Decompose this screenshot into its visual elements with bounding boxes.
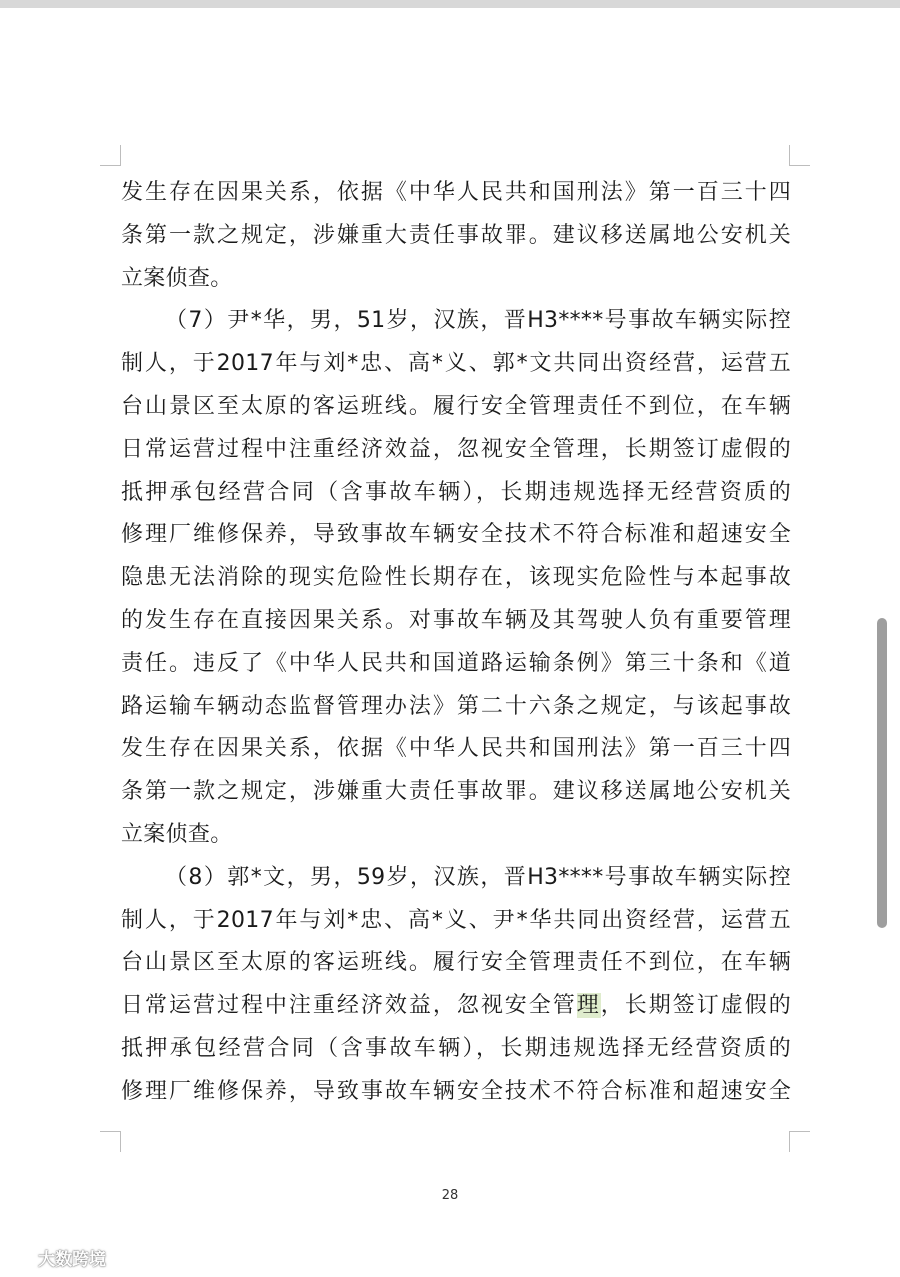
text-line: 发生存在因果关系，依据《中华人民共和国刑法》第一百三十四 <box>121 180 791 205</box>
text-line: 修理厂维修保养，导致事故车辆安全技术不符合标准和超速安全 <box>121 1078 791 1104</box>
text-line: 日常运营过程中注重经济效益，忽视安全管理，长期签订虚假的 <box>121 436 791 462</box>
page-corner-mark-bottom-left <box>100 1131 121 1152</box>
top-toolbar-strip <box>0 0 900 8</box>
text-line: 立案侦查。 <box>121 821 233 847</box>
watermark <box>6 1244 106 1270</box>
text-line: 发生存在因果关系，依据《中华人民共和国刑法》第一百三十四 <box>121 736 791 762</box>
text-line: 台山景区至太原的客运班线。履行安全管理责任不到位，在车辆 <box>121 393 791 419</box>
text-line: 抵押承包经营合同（含事故车辆），长期违规选择无经营资质的 <box>121 479 791 505</box>
text-line: 条第一款之规定，涉嫌重大责任事故罪。建议移送属地公安机关 <box>121 222 791 248</box>
text-line: 路运输车辆动态监督管理办法》第二十六条之规定，与该起事故 <box>121 693 791 719</box>
page-corner-mark-bottom-right <box>789 1131 810 1152</box>
paragraph-8-start: （8）郭*文，男，59岁，汉族，晋H3****号事故车辆实际控 <box>165 864 791 890</box>
text-line: 责任。违反了《中华人民共和国道路运输条例》第三十条和《道 <box>121 650 791 676</box>
text-segment: ，长期签订虚假的 <box>600 993 791 1019</box>
text-line: 立案侦查。 <box>121 265 233 291</box>
highlighted-character: 理 <box>576 993 601 1019</box>
text-line: 制人，于2017年与刘*忠、高*义、尹*华共同出资经营，运营五 <box>121 907 791 933</box>
page-number: 28 <box>441 1188 459 1203</box>
watermark-text: 大数跨境 <box>38 1249 106 1270</box>
page-corner-mark-top-left <box>100 145 121 166</box>
text-segment: 日常运营过程中注重经济效益，忽视安全管 <box>121 993 577 1019</box>
text-line: 台山景区至太原的客运班线。履行安全管理责任不到位，在车辆 <box>121 950 791 976</box>
scrollbar-thumb[interactable] <box>877 618 887 928</box>
paragraph-7-start: （7）尹*华，男，51岁，汉族，晋H3****号事故车辆实际控 <box>165 308 791 334</box>
text-line: 隐患无法消除的现实危险性长期存在，该现实危险性与本起事故 <box>121 565 791 591</box>
text-line: 的发生存在直接因果关系。对事故车辆及其驾驶人负有重要管理 <box>121 607 791 633</box>
text-line: 修理厂维修保养，导致事故车辆安全技术不符合标准和超速安全 <box>121 522 791 548</box>
page-corner-mark-top-right <box>789 145 810 166</box>
text-line-with-highlight <box>121 985 791 1028</box>
text-line: 抵押承包经营合同（含事故车辆），长期违规选择无经营资质的 <box>121 1035 791 1061</box>
watermark-logo-icon <box>6 1248 34 1266</box>
text-line: 条第一款之规定，涉嫌重大责任事故罪。建议移送属地公安机关 <box>121 779 791 805</box>
document-body <box>121 172 791 1114</box>
text-line: 制人，于2017年与刘*忠、高*义、郭*文共同出资经营，运营五 <box>121 351 791 377</box>
